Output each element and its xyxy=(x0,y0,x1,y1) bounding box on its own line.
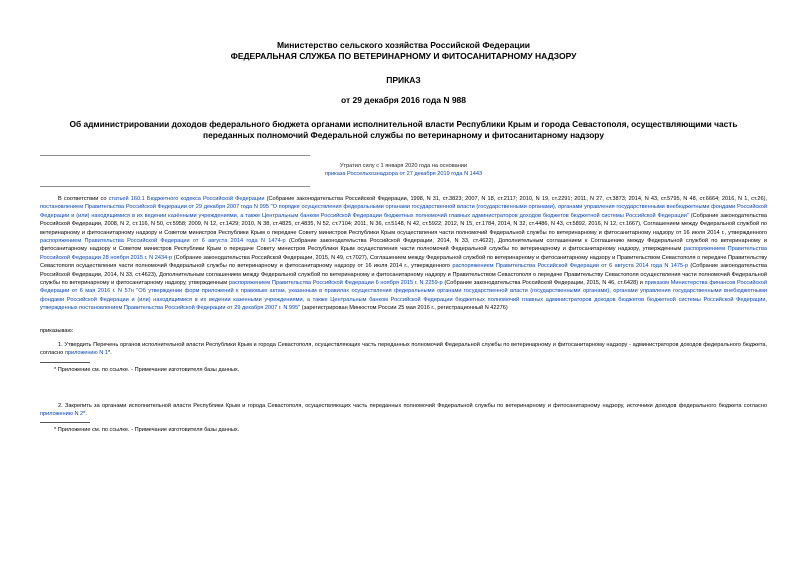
footnote-2: * Приложение см. по ссылке. - Примечание изготовителя базы данных. xyxy=(54,427,240,434)
document-type: ПРИКАЗ xyxy=(386,75,421,85)
preamble-link[interactable]: распоряжением Правительства Российской Федерации 28 ноября 2015 г. N 2434-р xyxy=(40,246,767,261)
service-name: ФЕДЕРАЛЬНАЯ СЛУЖБА ПО ВЕТЕРИНАРНОМУ И ФИТОСАНИТАРНОМУ НАДЗОРУ xyxy=(230,51,577,61)
document-date: от 29 декабря 2016 года N 988 xyxy=(340,95,467,105)
preamble-link[interactable]: распоряжением Правительства Российской Федерации 6 ноября 2015 г. N 2259-р xyxy=(228,280,443,287)
preamble-link[interactable]: распоряжением Правительства Российской Федерации от 6 августа 2014 года N 1475-р xyxy=(452,263,689,270)
preamble-text: (Собрание законодательства Российской Федерации, 2015, N 49, ст.7027), Соглашением между Федеральной службой по ветеринарному и фитосанитарному надзору и Правительством Севастополя о передаче Правительству Севастополя осуществления части полномочий Федеральной службы по ветеринарному и фитосанитарному надзору от 16 июля 2014 г., утвержденного xyxy=(40,254,767,270)
order-item-1 xyxy=(40,341,767,358)
preamble-text: (Собрание законодательства Российской Федерации, 2014, N 33, ст.4622), Дополнительным соглашением к Соглашению между Федеральной службой по ветеринарному и фитосанитарному надзору и Советом министров Республики Крым о передаче Совету министров Республики Крым осуществления части полномочий Федеральной службы по ветеринарному и фитосанитарному надзору, утвержденным xyxy=(40,238,768,253)
footnote-separator-1 xyxy=(40,362,90,363)
status-link[interactable]: приказа Россельхознадзора от 27 декабря 2019 года N 1443 xyxy=(324,171,483,177)
item1-text: 1. Утвердить Перечень органов исполнительной власти Республики Крым и города Севастополя, осуществляющих часть переданных полномочий Федеральной службы по ветеринарному и фитосанитарному надзору - администраторов доходов федерального бюджета, согласно xyxy=(40,341,767,357)
preamble-link[interactable]: распоряжением Правительства Российской Федерации от 6 августа 2014 года N 1474-р xyxy=(40,238,286,245)
item1-link[interactable]: приложению N 1 xyxy=(64,350,108,357)
item2-text: 2. Закрепить за органами исполнительной власти Республики Крым и города Севастополя, осуществляющих часть переданных полномочий Федеральной службы по ветеринарному и фитосанитарному надзору, источники доходов федерального бюджета согласно xyxy=(58,402,767,409)
item2-link[interactable]: приложению N 2 xyxy=(40,410,84,417)
footnote-1: * Приложение см. по ссылке. - Примечание изготовителя базы данных. xyxy=(54,366,240,373)
ministry-name: Министерство сельского хозяйства Российской Федерации xyxy=(276,40,531,50)
preamble-paragraph xyxy=(40,195,767,313)
preamble-text: В соответствии со xyxy=(58,196,109,202)
footnote-separator-2 xyxy=(40,422,90,423)
preamble-link[interactable]: статьей 160.1 Бюджетного кодекса Российской Федерации xyxy=(108,196,265,202)
status-text: Утратил силу с 1 января 2020 года на основании xyxy=(339,163,468,169)
item1-text: *. xyxy=(108,350,112,357)
preamble-text: (Собрание законодательства Российской Федерации, 2008, N 2, ст.116, N 50, ст.5958; 2009, N 12, ст.1429; 2010, N 38, ст.4825, ст.4835, N 52, ст.7104; 2011, N 36, ст.5148, N 42, ст.5922; 2012, N 15, ст.1784, 2014, N 32, ст.4486, N 43, ст.5892, 2016, N 12, ст.1667), Соглашением между Федеральной службой по ветеринарному и фитосанитарному надзору и Советом министров Республики Крым о передаче Совету министров Республики Крым осуществления части полномочий Федеральной службы по ветеринарному и фитосанитарному надзору от 16 июля 2014 г., утвержденного xyxy=(40,212,767,236)
preamble-text: (Собрание законодательства Российской Федерации, 2015, N 46, ст.6428) и xyxy=(442,280,645,287)
preamble-link[interactable]: приказом Министерства финансов Российской Федерации от 6 мая 2016 г. N 57н "Об утверждении форм приложений к правовым актам, указанным в правилах осуществления федеральными органами государственной власти (государственными органами), органами управления государственными внебюджетными фондами Российской Федерации и (или) находящимися в их ведении казенными учреждениями, а также Центральным банком Российской Федерации бюджетных полномочий главных администраторов доходов бюджетов бюджетной системы Российской Федерации, утвержденных постановлением Правительства Российской Федерации от 29 декабря 2007 г. N 995" xyxy=(40,280,767,312)
order-item-2 xyxy=(40,402,767,419)
preamble-text: (Собрание законодательства Российской Федерации, 1998, N 31, ст.3823; 2007, N 18, ст.2117; 2010, N 19, ст.2291; 2011, N 27, ст.3873; 2014, N 43, ст.5795, N 48, ст.6664; 2016, N 1, ст.26), xyxy=(264,196,767,202)
document-title: Об администрировании доходов федерального бюджета органами исполнительной власти Республики Крым и города Севастополя, осуществляющими часть переданных полномочий Федеральной службы по ветеринарному и фитосанитарному надзору xyxy=(69,119,738,140)
item2-text: *. xyxy=(83,410,87,417)
preamble-link[interactable]: постановлением Правительства Российской Федерации от 29 декабря 2007 года N 995 "О порядке осуществления федеральными органами государственной власти (государственными органами), органами управления государственными внебюджетными фондами Российской Федерации и (или) находящимися в их ведении казёнными учреждениями, а также Центральным банком Российской Федерации бюджетных полномочий главных администраторов доходов бюджетов бюджетной системы Российской Федерации" xyxy=(40,204,767,219)
preamble-text: (Собрание законодательства Российской Федерации, 2014, N 33, ст.4623), Дополнительным соглашением между Федеральной службой по ветеринарному и фитосанитарному надзору и Правительством Севастополя о передаче Правительству Севастополя осуществления части полномочий Федеральной службы по ветеринарному и фитосанитарному надзору, утвержденным xyxy=(40,263,767,287)
order-word: приказываю: xyxy=(40,327,74,334)
preamble-text: (зарегистрирован Минюстом России 25 мая 2016 г., регистрационный N 42276) xyxy=(300,305,508,312)
